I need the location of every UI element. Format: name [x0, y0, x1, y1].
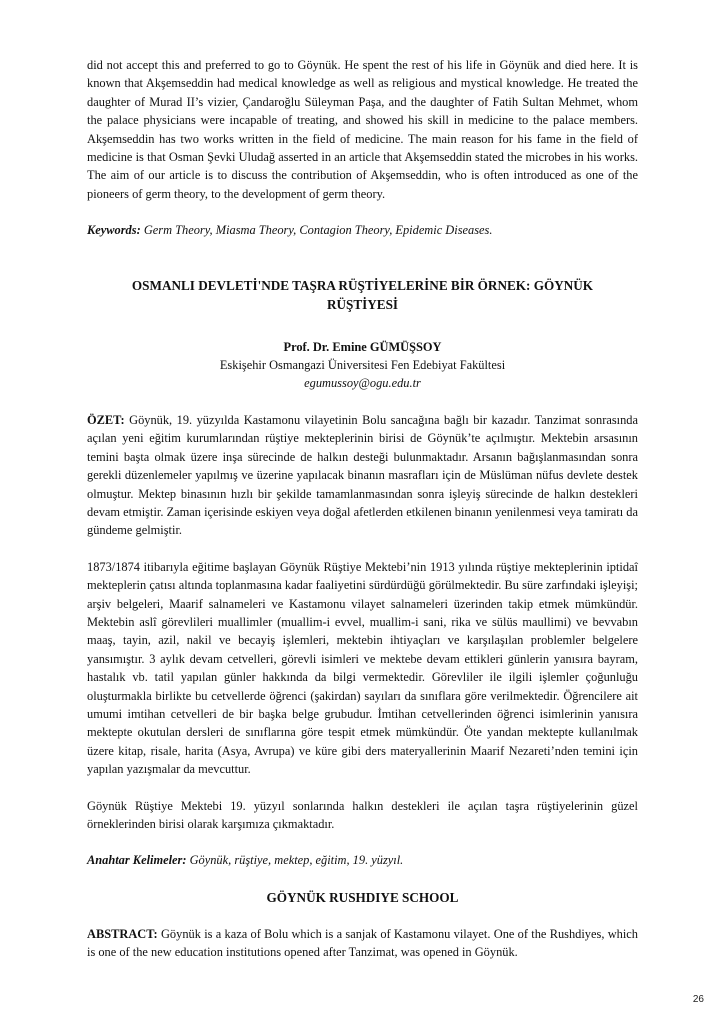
ozet-label: ÖZET: — [87, 412, 125, 427]
abstract-text: Göynük is a kaza of Bolu which is a sanjak of Kastamonu vilayet. One of the Rushdiyes, which is one of the new education institutions opened after Tanzimat, was opened in Göynük. — [87, 926, 638, 960]
keywords-text: Germ Theory, Miasma Theory, Contagion Theory, Epidemic Diseases. — [143, 223, 493, 238]
abstract-label: ABSTRACT: — [87, 926, 158, 941]
anahtar-text: Göynük, rüştiye, mektep, eğitim, 19. yüzyıl. — [189, 853, 404, 868]
ozet-paragraph-2: 1873/1874 itibarıyla eğitime başlayan Göynük Rüştiye Mektebi’nin 1913 yılında rüştiye mekteplerinin iptidaî mekteplerin çatısı altında toplanmasına kadar faaliyetini sürdürdüğü görülmektedir. Bu süre zarfındaki işleyişi; arşiv belgeleri, Maarif salnameleri ve Kastamonu vilayet salnameleri üzerinden takip etmek mümkündür. Mektebin aslî görevlileri muallimler (muallim-i evvel, muallim-i sani, rika ve sülüs maullimi) ve bevvabın maaş, tayin, azil, nakil ve becayiş işlemleri, mektebin ihtiyaçları ve karşılaşılan problemler belgelere yansımıştır. 3 aylık devam cetvelleri, görevli isimleri ve mektebe devam ettikleri günlerin yanısıra bayram, hastalık vb. tatil yapılan günler hakkında da bilgi vermektedir. Görevliler ile ilgili işlemler çoğunluğu oluşturmakla birlikte bu cetvellerde öğrenci (şakirdan) sayıları da sınıflara göre verilmektedir. Öğrencilere ait umumi imtihan cetvelleri de bir başka belge grubudur. İmtihan cetvellerinden öğrenci isimlerinin yanısıra mektepte okutulan dersleri de sınıflarına göre tespit etmek mümkündür. Öte yandan mektepte kullanılmak üzere kitap, risale, harita (Asya, Avrupa) ve küre gibi ders materyallerinin Maarif Nezareti’nden temini için yapılan yazışmalar da mevcuttur. — [87, 559, 638, 777]
ozet-paragraph-3: Göynük Rüştiye Mektebi 19. yüzyıl sonlarında halkın destekleri ile açılan taşra rüştiyelerinin güzel örneklerinden birisi olarak karşımıza çıkmaktadır. — [87, 798, 638, 831]
english-title: GÖYNÜK RUSHDIYE SCHOOL — [266, 889, 459, 905]
page-number: 26 — [692, 994, 704, 1005]
paper-title: OSMANLI DEVLETİ'NDE TAŞRA RÜŞTİYELERİNE BİR ÖRNEK: GÖYNÜK RÜŞTİYESİ — [131, 277, 594, 312]
abstract-paragraph — [87, 925, 638, 962]
anahtar-label: Anahtar Kelimeler: — [87, 853, 187, 868]
keywords-label: Keywords: — [87, 223, 141, 238]
author-email: egumussoy@ogu.edu.tr — [304, 376, 421, 391]
ozet-text-1: Göynük, 19. yüzyılda Kastamonu vilayetinin Bolu sancağına bağlı bir kazadır. Tanzimat sonrasında açılan yeni eğitim kurumlarından rüştiye mekteplerinin birisi de Göynük’te açılmıştır. Mektebin arsasının temini başta olmak üzere inşa sürecinde de halkın desteği bulunmaktadır. Arsanın bağışlanmasından sonra gerekli düzenlemeler yapılmış ve üzerine yapılacak binanın masrafları için de Müslüman nüfus devlete destek olmuştur. Mektep binasının hızlı bir şekilde tamamlanmasından sonra işleyiş sürecinde de halkın destekleri devam etmiştir. Zaman içerisinde eskiyen veya doğal afetlerden etkilenen binanın yenilenmesi veya tamiratı da gündeme gelmiştir. — [87, 412, 638, 538]
author-affiliation: Eskişehir Osmangazi Üniversitesi Fen Edebiyat Fakültesi — [219, 358, 506, 373]
english-abstract-continuation: did not accept this and preferred to go to Göynük. He spent the rest of his life in Göynük and died here. It is known that Akşemseddin had medical knowledge as well as religious and mystical knowledge. He treated the daughter of Murad II’s vizier, Çandaroğlu Süleyman Paşa, and the daughter of Fatih Sultan Mehmet, whom the palace physicians were incapable of treating, and showed his skill in medicine to the palace members. Akşemseddin has two works written in the field of medicine. The main reason for his fame in the field of medicine is that Osman Şevki Uludağ asserted in an article that Akşemseddin stated the microbes in his works. The aim of our article is to discuss the contribution of Akşemseddin, who is often introduced as one of the pioneers of germ theory, to the development of germ theory. — [87, 58, 638, 201]
anahtar-kelimeler-line — [87, 851, 638, 869]
author-name: Prof. Dr. Emine GÜMÜŞSOY — [283, 339, 442, 354]
keywords-line — [87, 221, 638, 239]
ozet-paragraph-1 — [87, 411, 638, 540]
paper-page — [87, 56, 638, 962]
